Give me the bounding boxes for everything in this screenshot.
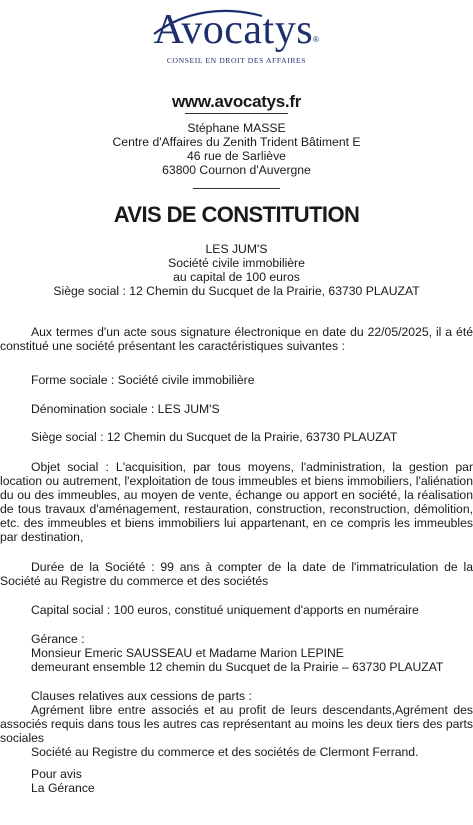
- clauses-block: [0, 689, 473, 759]
- clauses-label: Clauses relatives aux cessions de parts :: [31, 689, 252, 703]
- logo-wordmark: Avocatys®: [153, 7, 320, 53]
- company-seat: Siège social : 12 Chemin du Sucquet de la Prairie, 63730 PLAUZAT: [53, 284, 420, 298]
- logo-swoosh-icon: [146, 8, 266, 38]
- contact-name: Stéphane MASSE: [187, 121, 286, 135]
- siege-social: Siège social : 12 Chemin du Sucquet de la Prairie, 63730 PLAUZAT: [31, 430, 398, 444]
- contact-address-line: Centre d'Affaires du Zenith Trident Bâtiment E: [112, 135, 361, 149]
- company-block: [0, 242, 473, 298]
- closing-pour-avis: Pour avis: [31, 767, 82, 781]
- contact-address-line: 46 rue de Sarliève: [187, 149, 286, 163]
- gerance-address: demeurant ensemble 12 chemin du Sucquet de la Prairie – 63730 PLAUZAT: [31, 660, 444, 674]
- closing-signatory: La Gérance: [31, 781, 95, 795]
- objet-social: Objet social : L'acquisition, par tous moyens, l'administration, la gestion par location ou autrement, l'exploitation de tous immeubles et biens immobiliers, l'aliénation du ou des immeubles, au moyen de vente, échange ou apport en société, la réalisation de tous travaux d'aménagement, restauration, construction, reconstruction, démolition, etc. des immeubles et biens immobiliers lui appartenant, en ce compris les immeubles par destination,: [0, 460, 473, 544]
- gerance-block: [0, 632, 473, 674]
- notice-title: AVIS DE CONSTITUTION: [113, 202, 360, 227]
- divider: [193, 188, 280, 189]
- company-name: LES JUM'S: [205, 242, 268, 256]
- clauses-text: Agrément libre entre associés et au profit de leurs descendants,Agrément des associés requis dans tous les autres cas représentant au moins les deux tiers des parts sociales: [0, 703, 473, 745]
- gerance-label: Gérance :: [31, 632, 85, 646]
- divider: [185, 113, 288, 114]
- duree-societe: Durée de la Société : 99 ans à compter de la date de l'immatriculation de la Société au Registre du commerce et des sociétés: [0, 560, 473, 588]
- contact-block: [0, 121, 473, 177]
- closing-block: [0, 767, 473, 795]
- company-type: Société civile immobilière: [168, 256, 305, 270]
- gerance-names: Monsieur Emeric SAUSSEAU et Madame Marion LEPINE: [31, 646, 344, 660]
- company-capital: au capital de 100 euros: [173, 270, 300, 284]
- avocatys-logo: [0, 8, 473, 72]
- forme-sociale: Forme sociale : Société civile immobilière: [31, 373, 255, 387]
- contact-address-line: 63800 Cournon d'Auvergne: [162, 163, 311, 177]
- registre-line: Société au Registre du commerce et des sociétés de Clermont Ferrand.: [31, 745, 419, 759]
- logo-tagline: CONSEIL EN DROIT DES AFFAIRES: [166, 56, 307, 65]
- website-url: www.avocatys.fr: [171, 92, 302, 111]
- capital-social: Capital social : 100 euros, constitué uniquement d'apports en numéraire: [31, 603, 419, 617]
- denomination-sociale: Dénomination sociale : LES JUM'S: [31, 402, 220, 416]
- intro-paragraph: Aux termes d'un acte sous signature électronique en date du 22/05/2025, il a été constitué une société présentant les caractéristiques suivantes :: [0, 325, 473, 353]
